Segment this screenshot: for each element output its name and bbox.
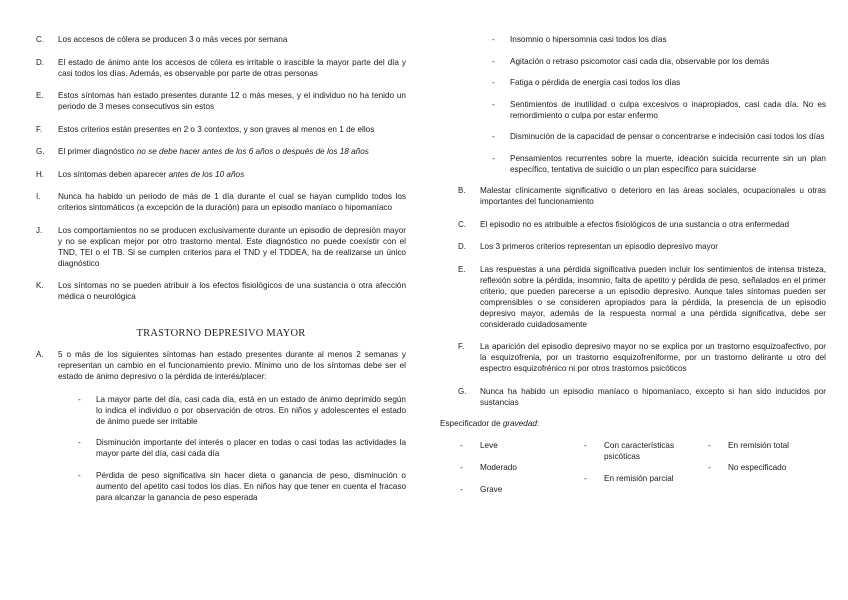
dash-bullet: - (492, 78, 495, 87)
symptom-text: Fatiga o pérdida de energía casi todos los días (510, 78, 681, 87)
criterion-text: La aparición del episodio depresivo mayor no se explica por un trastorno esquizoafectivo, por la esquizofrenia, por un trastorno esquizofreniforme, por un trastorno delirante u otro del espectro esquizofrénico ni por otros trastornos psicóticos (480, 342, 826, 373)
tdm-criterion-g (458, 386, 826, 408)
symptom-text: La mayor parte del día, casi cada día, está en un estado de ánimo deprimido según lo indica el individuo o por observación de otros. En niños y adolescentes el estado de ánimo puede ser irritable (96, 394, 406, 426)
criterion-label: C. (36, 35, 44, 44)
criterion-f (36, 124, 406, 135)
specifier-column-2 (564, 440, 688, 506)
dash-bullet: - (460, 441, 463, 450)
symptom-text: Pensamientos recurrentes sobre la muerte, ideación suicida recurrente sin un plan específico, tentativa de suicidio o un plan específico para suicidarse (510, 153, 826, 174)
specifier-text: En remisión total (728, 441, 789, 450)
symptom-text: Disminución importante del interés o placer en todas o casi todas las actividades la mayor parte del día, casi cada día (96, 438, 406, 458)
specifier-item (440, 462, 564, 473)
criterion-text: El episodio no es atribuible a efectos fisiológicos de una sustancia o otra enfermedad (480, 219, 790, 229)
criterion-label: C. (458, 219, 466, 229)
tdm-criterion-e (458, 264, 826, 330)
symptom-item (492, 131, 826, 142)
dash-bullet: - (584, 441, 587, 450)
symptom-item (78, 470, 406, 503)
criterion-text: Las respuestas a una pérdida significativa pueden incluir los sentimientos de intensa tristeza, reflexión sobre la pérdida, insomnio, falta de apetito y pérdida de peso, señalados en el primer criterio, que pueden parecerse a un episodio depresivo. Aunque tales síntomas pueden ser comprensibles o se consideren apropiados para la pérdida, la presencia de un episodio depresivo mayor, además de la respuesta normal a una pérdida significativa, debe ser considerado cuidadosamente (480, 264, 826, 329)
specifier-item (440, 440, 564, 451)
symptom-item (78, 437, 406, 459)
criterion-label: D. (458, 242, 466, 251)
specifier-text: Moderado (480, 463, 517, 472)
dash-bullet: - (78, 438, 81, 447)
criterion-label: E. (458, 264, 466, 274)
dash-bullet: - (78, 470, 81, 480)
criterion-label: F. (36, 124, 43, 134)
criterion-text: Estos síntomas han estado presentes durante 12 o más meses, y el individuo no ha tenido un periodo de 3 meses consecutivos sin estos (58, 91, 406, 111)
criterion-label: G. (458, 386, 467, 396)
criterion-text: Los accesos de cólera se producen 3 o más veces por semana (58, 35, 288, 44)
tdm-criterion-d (458, 241, 826, 252)
criterion-label: J. (36, 225, 43, 235)
specifier-column-1 (440, 440, 564, 506)
symptom-list (36, 394, 406, 503)
symptom-item (492, 153, 826, 175)
criterion-text: Nunca ha habido un episodio maníaco o hipomaníaco, excepto si han sido inducidos por sustancias (480, 386, 826, 407)
symptom-text: Disminución de la capacidad de pensar o concentrarse e indecisión casi todos los días (510, 132, 825, 141)
criterion-label: K. (36, 281, 44, 290)
criteria-list-right (440, 185, 826, 408)
symptom-text: Agitación o retraso psicomotor casi cada día, observable por los demás (510, 56, 770, 66)
criterion-text-italic: antes de los 10 años (168, 169, 245, 179)
dash-bullet: - (492, 35, 495, 44)
specifier-item (564, 473, 688, 484)
specifier-text: No especificado (728, 463, 787, 472)
criterion-text: Estos criterios están presentes en 2 o 3 contextos, y son graves al menos en 1 de ellos (58, 124, 375, 134)
criterion-text (58, 146, 406, 157)
symptom-text: Insomnio o hipersomnia casi todos los días (510, 35, 667, 44)
tdm-criterion-c (458, 219, 826, 230)
criterion-text: Los síntomas no se pueden atribuir a los efectos fisiológicos de una sustancia o otra afección médica o neurológica (58, 281, 406, 301)
symptom-text: Pérdida de peso significativa sin hacer dieta o ganancia de peso, disminución o aumento del apetito casi todos los días. En niños hay que tener en cuenta el fracaso para alcanzar la ganancia de peso esperada (96, 470, 406, 502)
specifier-text: Con características psicóticas (604, 441, 675, 461)
symptom-item (492, 34, 826, 45)
tdm-criterion-a (36, 349, 406, 382)
dash-bullet: - (492, 99, 495, 109)
dash-bullet: - (460, 463, 463, 472)
specifier-text: Leve (480, 441, 498, 450)
dash-bullet: - (492, 56, 495, 66)
symptom-item (78, 394, 406, 427)
specifier-title-plain: Especificador de (440, 419, 503, 428)
symptom-item (492, 56, 826, 67)
criterion-text-plain: El primer diagnóstico (58, 147, 137, 156)
dash-bullet: - (460, 485, 463, 494)
criterion-label: E. (36, 91, 44, 100)
criterion-j (36, 225, 406, 269)
dash-bullet: - (708, 463, 711, 472)
criterion-text-italic: no se debe hacer antes de los 6 años o después de los 18 años (136, 147, 369, 156)
symptom-list-continued (440, 34, 826, 175)
criterion-label: D. (36, 57, 44, 67)
criterion-label: G. (36, 147, 45, 156)
specifier-item (564, 440, 688, 462)
criterion-c (36, 34, 406, 45)
criterion-text: Nunca ha habido un periodo de más de 1 día durante el cual se hayan cumplido todos los criterios sintomáticos (a excepción de la duración) para un episodio maníaco o hipomaníaco (58, 192, 406, 212)
symptom-item (492, 99, 826, 121)
dash-bullet: - (708, 441, 711, 450)
criterion-text (58, 169, 406, 180)
dash-bullet: - (492, 153, 495, 163)
specifier-grid (440, 440, 826, 506)
criterion-d (36, 57, 406, 79)
criterion-label: I. (36, 192, 41, 201)
symptom-text: Sentimientos de inutilidad o culpa excesivos o inapropiados, casi cada día. No es remordimiento o culpa por estar enfermo (510, 99, 826, 120)
criterion-i (36, 191, 406, 213)
section-title: TRASTORNO DEPRESIVO MAYOR (136, 328, 306, 339)
criterion-e (36, 90, 406, 112)
criterion-label: B. (458, 186, 466, 195)
dash-bullet: - (584, 474, 587, 483)
symptom-item (492, 77, 826, 88)
tdm-criterion-b (458, 185, 826, 207)
criterion-text: 5 o más de los siguientes síntomas han estado presentes durante al menos 2 semanas y representan un cambio en el funcionamiento previo. Mínimo uno de los síntomas debe ser el estado de ánimo depresivo o la pérdida de interés/placer: (58, 350, 406, 381)
criterion-text-plain: Los síntomas deben aparecer (58, 169, 169, 179)
criterion-label: A. (36, 350, 44, 359)
tdm-criterion-f (458, 341, 826, 374)
criterion-h (36, 169, 406, 180)
criterion-text: El estado de ánimo ante los accesos de cólera es irritable o irascible la mayor parte del día y casi todos los días. Además, es observable por parte de otras personas (58, 57, 406, 78)
criterion-k (36, 280, 406, 302)
criterion-g (36, 146, 406, 157)
dash-bullet: - (78, 394, 81, 404)
specifier-item (440, 484, 564, 495)
specifier-column-3 (688, 440, 812, 506)
specifier-title (440, 419, 826, 428)
criterion-label: H. (36, 169, 44, 179)
specifier-item (688, 462, 812, 473)
specifier-text: Grave (480, 485, 503, 494)
left-column (36, 34, 406, 513)
right-column (440, 34, 826, 506)
specifier-title-colon: : (536, 419, 540, 428)
criterion-text: Los comportamientos no se producen exclusivamente durante un episodio de depresión mayor y no se explican mejor por otro trastorno mental. Este diagnóstico no puede coexistir con el TND, TEI o el TB. Si se cumplen criterios para el TND y el TDDEA, ha de realizarse un único diagnóstico (58, 225, 406, 268)
specifier-title-italic: gravedad (502, 419, 537, 428)
criterion-text: Los 3 primeros criterios representan un episodio depresivo mayor (480, 242, 719, 251)
criterion-label: F. (458, 342, 465, 351)
criterion-text: Malestar clínicamente significativo o deterioro en las áreas sociales, ocupacionales u otras importantes del funcionamiento (480, 186, 826, 206)
specifier-item (688, 440, 812, 451)
dash-bullet: - (492, 132, 495, 141)
specifier-text: En remisión parcial (604, 474, 674, 483)
